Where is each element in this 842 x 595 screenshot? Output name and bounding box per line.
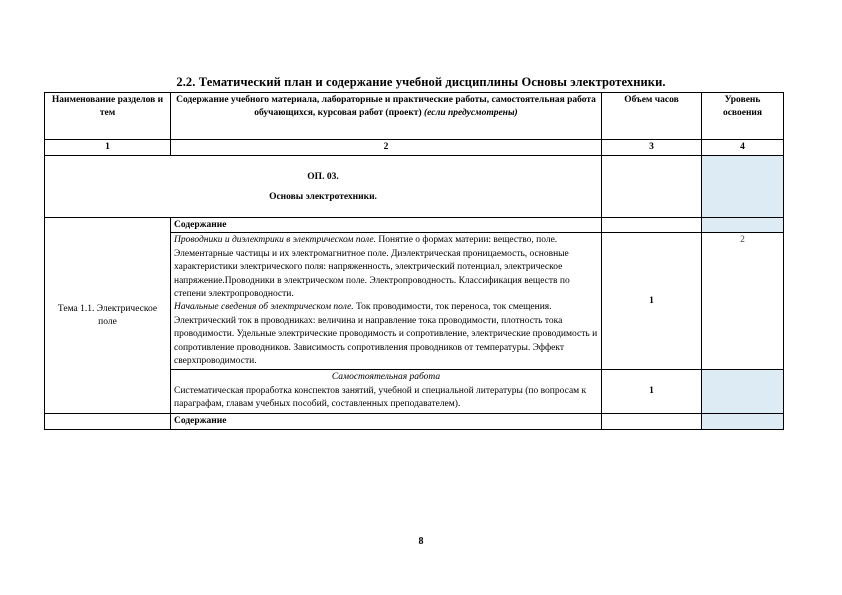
self-work-label: Самостоятельная работа [331, 372, 441, 383]
self-work-cell [171, 370, 602, 413]
part1-text: Понятие о формах материи: вещество, поле. Элементарные частицы и их электромагнитное поле. Диэлектрическая проницаемость, основные характеристики электрического поля: напряженность, электрический потенциал, электрическое напряжение.Проводники в электрическом поле. Электропроводность. Классификация веществ по степени электропроводности. [174, 235, 570, 300]
page-number: 8 [418, 536, 424, 547]
topic-hours: 1 [602, 233, 702, 370]
topic-content-label-row [45, 218, 784, 233]
discipline-cell [45, 156, 602, 218]
next-hours [602, 413, 702, 429]
header-content-italic: (если предусмотрены) [424, 108, 518, 119]
next-level [702, 413, 784, 429]
content-label: Содержание [171, 218, 602, 233]
col-number-2: 2 [171, 140, 602, 156]
content-label-hours [602, 218, 702, 233]
self-work-hours: 1 [602, 370, 702, 413]
col-number-1: 1 [45, 140, 171, 156]
next-topic-row [45, 413, 784, 429]
part1-title: Проводники и диэлектрики в электрическом поле. [174, 235, 377, 246]
col-number-4: 4 [702, 140, 784, 156]
next-topic-name [45, 413, 171, 429]
header-level: Уровень освоения [702, 93, 784, 140]
thematic-plan-table [44, 92, 784, 430]
self-work-text: Систематическая проработка конспектов занятий, учебной и специальной литературы (по вопросам к параграфам, главам учебных пособий, составленных преподавателем). [174, 385, 587, 410]
self-work-level [702, 370, 784, 413]
next-content-label: Содержание [171, 413, 602, 429]
header-content [171, 93, 602, 140]
part2-title: Начальные сведения об электрическом поле. [174, 302, 354, 313]
discipline-level [702, 156, 784, 218]
topic-name: Тема 1.1. Электрическое поле [45, 218, 171, 413]
header-content-text: Содержание учебного материала, лабораторные и практические работы, самостоятельная работа обучающихся, курсовая работ (проект) [176, 95, 596, 119]
table-header-row [45, 93, 784, 140]
column-numbers-row [45, 140, 784, 156]
header-sections: Наименование разделов и тем [45, 93, 171, 140]
part2-text: Ток проводимости, ток переноса, ток смещения. Электрический ток в проводниках: величина и направление тока проводимости, плотность тока проводимости. Удельные электрические проводимость и сопротивление, электрические проводимость и сопротивление проводников. Зависимость сопротивления проводников от температуры. Эффект сверхпроводимости. [174, 302, 598, 367]
discipline-row [45, 156, 784, 218]
discipline-code: ОП. 03. [307, 171, 339, 182]
topic-content [171, 233, 602, 370]
topic-level: 2 [702, 233, 784, 370]
col-number-3: 3 [602, 140, 702, 156]
content-label-level [702, 218, 784, 233]
section-title: 2.2. Тематический план и содержание учебной дисциплины Основы электротехники. [176, 75, 666, 89]
header-hours: Объем часов [602, 93, 702, 140]
discipline-hours [602, 156, 702, 218]
discipline-name: Основы электротехники. [269, 191, 377, 202]
